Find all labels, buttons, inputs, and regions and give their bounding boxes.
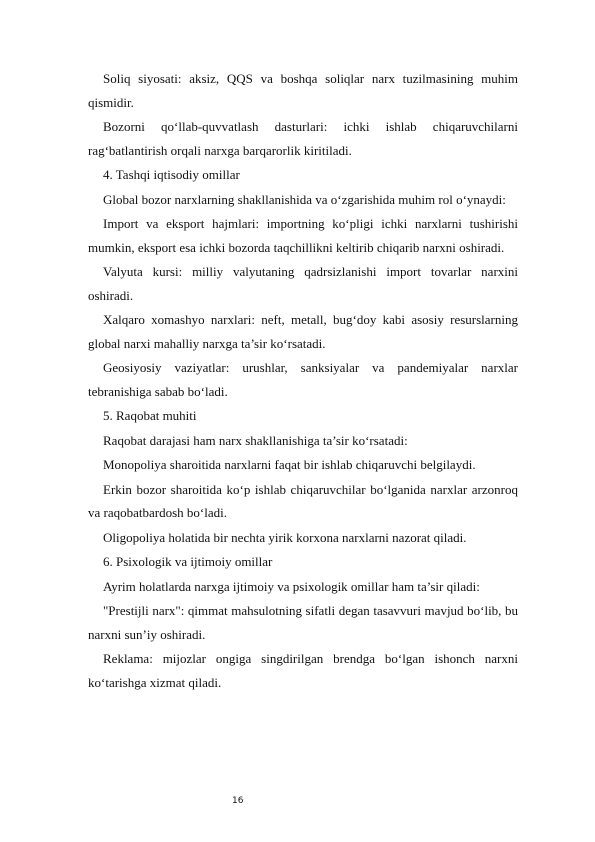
paragraph-commodity-prices: Xalqaro xomashyo narxlari: neft, metall, bug‘doy kabi asosiy resurslarning global narxi mahalliy narxga ta’sir ko‘rsatadi.: [88, 312, 518, 351]
paragraph-oligopoly: Oligopoliya holatida bir nechta yirik korxona narxlarni nazorat qiladi.: [103, 529, 467, 545]
paragraph-market-support: Bozorni qo‘llab-quvvatlash dasturlari: ichki ishlab chiqaruvchilarni rag‘batlantirish orqali narxga barqarorlik kiritiladi.: [88, 119, 518, 158]
paragraph-prestige-price: "Prestijli narx": qimmat mahsulotning sifatli degan tasavvuri mavjud bo‘lib, bu narxni sun’iy oshiradi.: [88, 603, 518, 642]
page-number: 16: [232, 796, 244, 806]
paragraph-geopolitics: Geosiyosiy vaziyatlar: urushlar, sanksiyalar va pandemiyalar narxlar tebranishiga sabab bo‘ladi.: [88, 360, 518, 399]
paragraph-free-market: Erkin bozor sharoitida ko‘p ishlab chiqaruvchilar bo‘lganida narxlar arzonroq va raqobatbardosh bo‘ladi.: [88, 481, 518, 520]
paragraph-advertising: Reklama: mijozlar ongiga singdirilgan brendga bo‘lgan ishonch narxni ko‘tarishga xizmat qiladi.: [88, 651, 518, 690]
paragraph-monopoly: Monopoliya sharoitida narxlarni faqat bir ishlab chiqaruvchi belgilaydi.: [103, 457, 476, 472]
paragraph-exchange-rate: Valyuta kursi: milliy valyutaning qadrsizlanishi import tovarlar narxini oshiradi.: [88, 264, 518, 303]
section-heading-psychological-factors: 6. Psixologik va ijtimoiy omillar: [103, 554, 273, 569]
paragraph-global-market: Global bozor narxlarning shakllanishida va o‘zgarishida muhim rol o‘ynaydi:: [103, 191, 506, 207]
page-body: [88, 67, 518, 695]
paragraph-import-export: Import va eksport hajmlari: importning ko‘pligi ichki narxlarni tushirishi mumkin, eksport esa ichki bozorda taqchillikni keltirib chiqarib narxni oshiradi.: [88, 216, 518, 255]
section-heading-external-factors: 4. Tashqi iqtisodiy omillar: [103, 167, 240, 182]
paragraph-tax-policy: Soliq siyosati: aksiz, QQS va boshqa soliqlar narx tuzilmasining muhim qismidir.: [88, 71, 518, 110]
paragraph-competition-level: Raqobat darajasi ham narx shakllanishiga ta’sir ko‘rsatadi:: [103, 432, 408, 448]
paragraph-social-factors: Ayrim holatlarda narxga ijtimoiy va psixologik omillar ham ta’sir qiladi:: [103, 578, 480, 594]
section-heading-competition: 5. Raqobat muhiti: [103, 408, 197, 423]
